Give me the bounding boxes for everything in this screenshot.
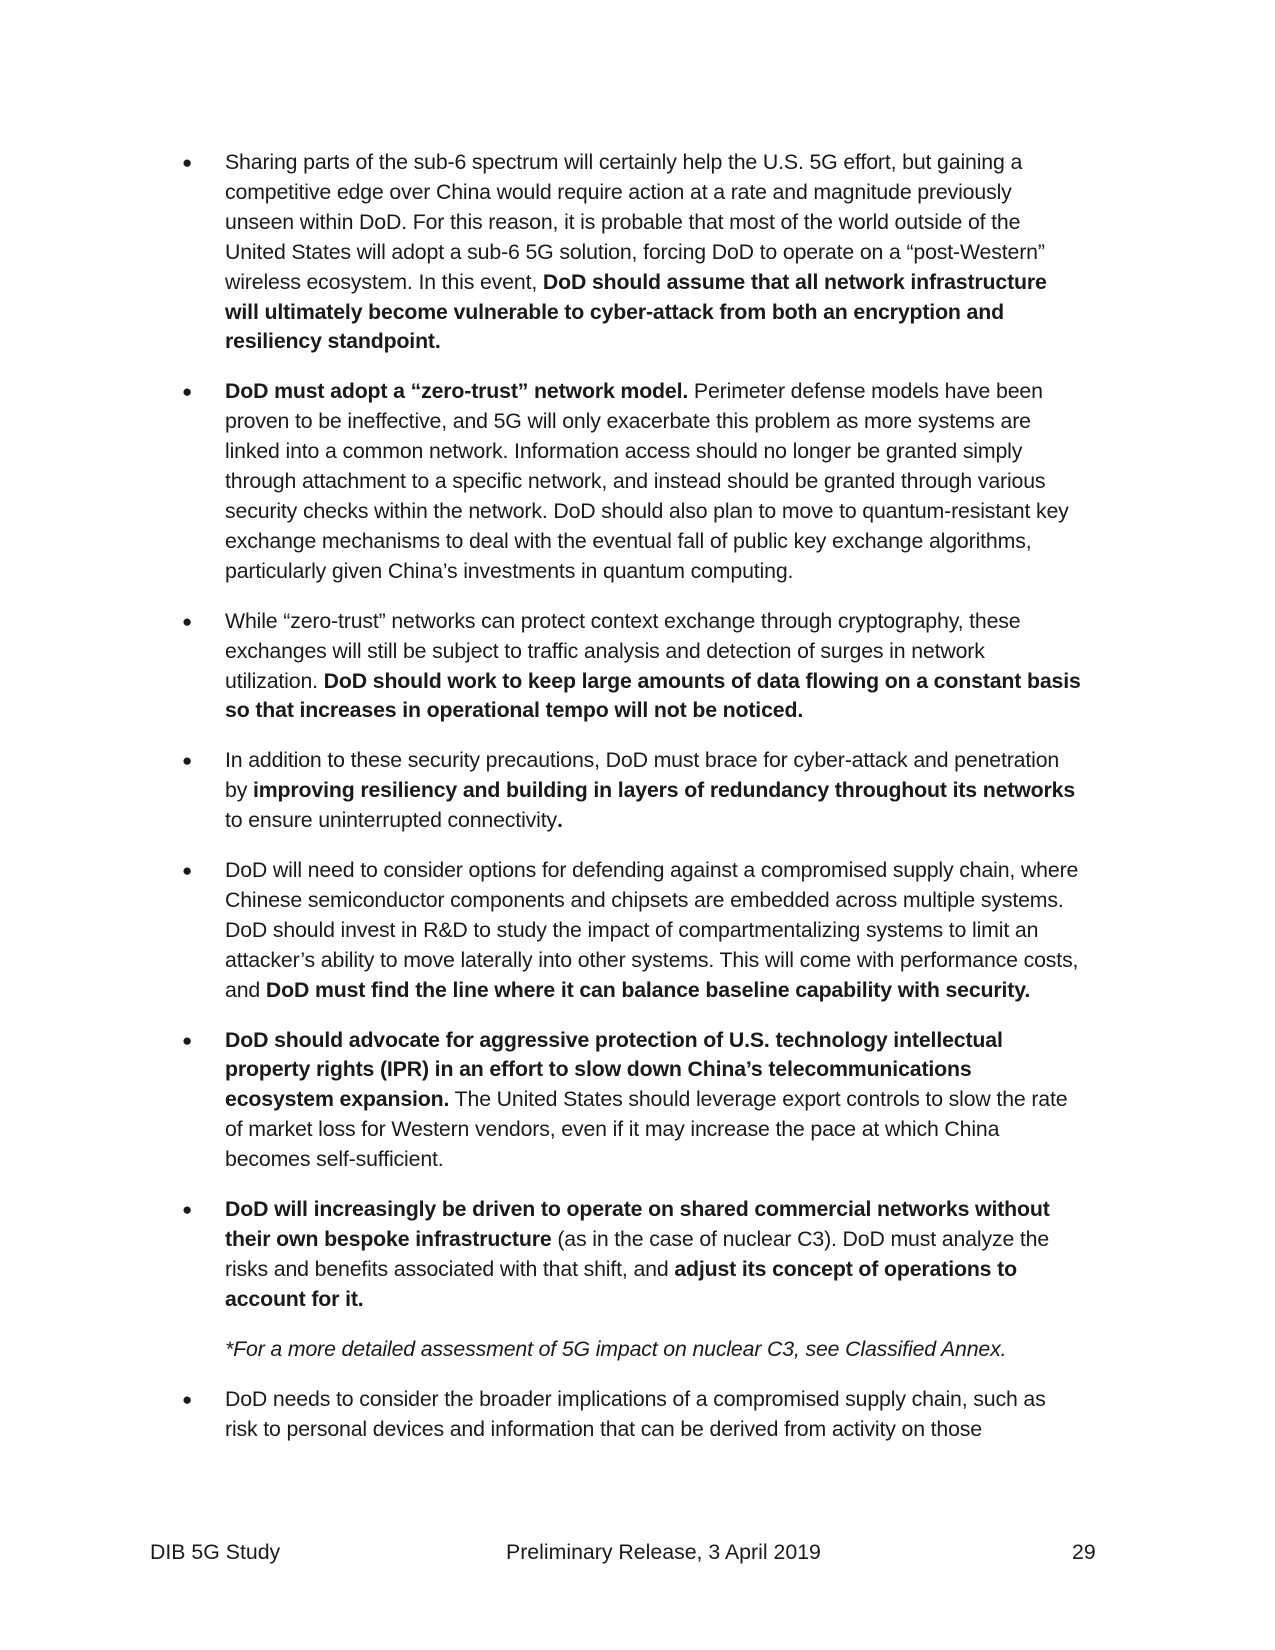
bold-text: DoD should assume that all network infrastructure will ultimately become vulnerable to cyber-attack from both an encryption and resiliency standpoint.: [225, 269, 1047, 354]
bullet-item: [182, 1195, 1082, 1315]
bullet-item: [182, 1026, 1082, 1176]
bullet-dot-icon: ●: [182, 861, 193, 881]
body-text: to ensure uninterrupted connectivity: [225, 808, 558, 833]
footer-title: DIB 5G Study: [150, 1540, 281, 1564]
bullet-item: [182, 856, 1082, 1006]
bullet-item: [182, 607, 1082, 727]
body-text: Perimeter defense models have been proven to be ineffective, and 5G will only exacerbate this problem as more systems are linked into a common network. Information access should no longer be granted simply through attachment to a specific network, and instead should be granted through various security checks within the network. DoD should also plan to move to quantum-resistant key exchange mechanisms to deal with the eventual fall of public key exchange algorithms, particularly given China’s investments in quantum computing.: [225, 379, 1069, 583]
bold-text: DoD will increasingly be driven to operate on shared commercial networks without their own bespoke infrastructure: [225, 1197, 1050, 1251]
bold-text: DoD should advocate for aggressive protection of U.S. technology intellectual property rights (IPR) in an effort to slow down China’s telecommunications ecosystem expansion.: [225, 1027, 1003, 1112]
body-text: Sharing parts of the sub-6 spectrum will certainly help the U.S. 5G effort, but gaining a competitive edge over China would require action at a rate and magnitude previously unseen within DoD. For this reason, it is probable that most of the world outside of the United States will adopt a sub-6 5G solution, forcing DoD to operate on a “post-Western” wireless ecosystem. In this event,: [225, 150, 1045, 294]
bullet-dot-icon: ●: [182, 1389, 193, 1409]
body-text: While “zero-trust” networks can protect context exchange through cryptography, these exchanges will still be subject to traffic analysis and detection of surges in network utilization.: [225, 608, 1021, 693]
bullet-item: [182, 746, 1082, 836]
body-text: (as in the case of nuclear C3). DoD must analyze the risks and benefits associated with that shift, and: [225, 1227, 1050, 1281]
body-text: The United States should leverage export controls to slow the rate of market loss for Western vendors, even if it may increase the pace at which China becomes self-sufficient.: [225, 1087, 1068, 1172]
bullet-dot-icon: ●: [182, 1200, 193, 1220]
page-number: 29: [1072, 1540, 1096, 1564]
bullet-dot-icon: ●: [182, 751, 193, 771]
annex-note: *For a more detailed assessment of 5G impact on nuclear C3, see Classified Annex.: [225, 1336, 1007, 1361]
bold-text: DoD should work to keep large amounts of data flowing on a constant basis so that increases in operational tempo will not be noticed.: [225, 668, 1081, 723]
body-text: DoD needs to consider the broader implications of a compromised supply chain, such as risk to personal devices and information that can be derived from activity on those: [225, 1386, 1046, 1441]
bold-text: DoD must adopt a “zero-trust” network model.: [225, 379, 689, 404]
bold-text: DoD must find the line where it can balance baseline capability with security.: [265, 977, 1031, 1002]
bullet-item: [182, 148, 1082, 357]
bold-text: adjust its concept of operations to account for it.: [225, 1256, 1017, 1311]
bold-text: improving resiliency and building in layers of redundancy throughout its networks: [252, 778, 1076, 803]
bullet-dot-icon: ●: [182, 1030, 193, 1050]
body-text: DoD will need to consider options for defending against a compromised supply chain, where Chinese semiconductor components and chipsets are embedded across multiple systems. DoD should invest in R&D to study the impact of compartmentalizing systems to limit an attacker’s ability to move laterally into other systems. This will come with performance costs, and: [225, 858, 1079, 1002]
bullet-item: [182, 1385, 1082, 1445]
bullet-item: [182, 377, 1082, 586]
footer-release: Preliminary Release, 3 April 2019: [506, 1540, 821, 1564]
bullet-dot-icon: ●: [182, 382, 193, 402]
bold-text: .: [557, 808, 563, 833]
body-text: In addition to these security precautions, DoD must brace for cyber-attack and penetration by: [225, 748, 1060, 803]
bullet-list: [182, 148, 1082, 1464]
bullet-dot-icon: ●: [182, 153, 193, 172]
bullet-dot-icon: ●: [182, 611, 193, 631]
